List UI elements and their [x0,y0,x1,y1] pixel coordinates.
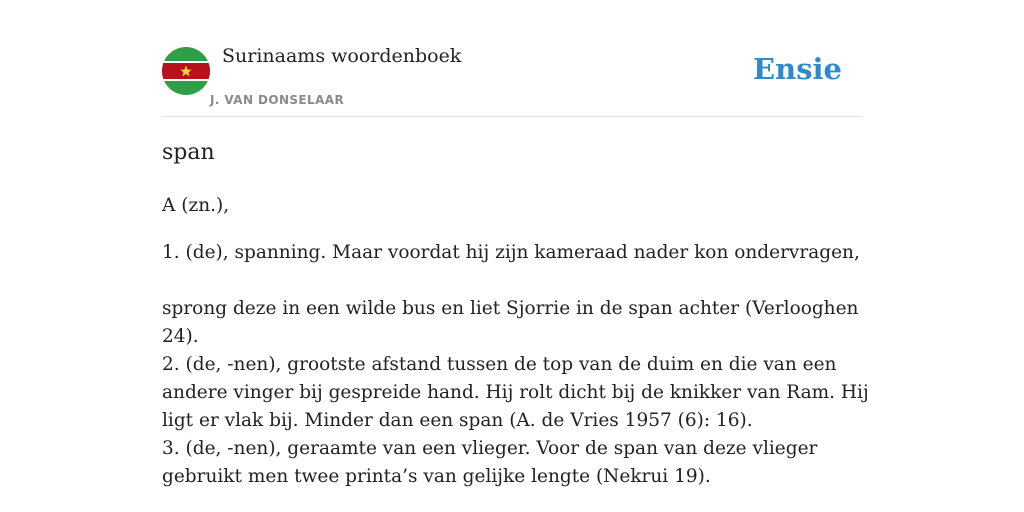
sense-2-definition: 2. (de, -nen), grootste afstand tussen de top van de duim en die van een andere vinger bij gespreide hand. Hij rolt dicht bij de knikker van Ram. Hij ligt er vlak bij. Minder dan een span (A. de Vries 1957 (6): 16). [162,354,869,431]
dictionary-title[interactable]: Surinaams woordenboek [222,45,462,67]
flag-graphic [162,47,210,95]
ensie-logo[interactable]: Ensie [753,52,842,86]
suriname-flag-icon [162,47,210,95]
dictionary-header [162,0,862,117]
sense-1-definition: 1. (de), spanning. Maar voordat hij zijn kameraad nader kon ondervragen, [162,242,860,263]
entry-part-of-speech: A (zn.), [162,195,230,216]
sense-3-definition: 3. (de, -nen), geraamte van een vlieger. Voor de span van deze vlieger gebruikt men twee printa’s van gelijke lengte (Nekrui 19). [162,438,818,487]
entry-headword: span [162,140,215,165]
dictionary-author[interactable]: J. VAN DONSELAAR [210,93,345,107]
sense-1-example: sprong deze in een wilde bus en liet Sjorrie in de span achter (Verlooghen 24). [162,298,859,347]
entry-card [162,0,869,512]
